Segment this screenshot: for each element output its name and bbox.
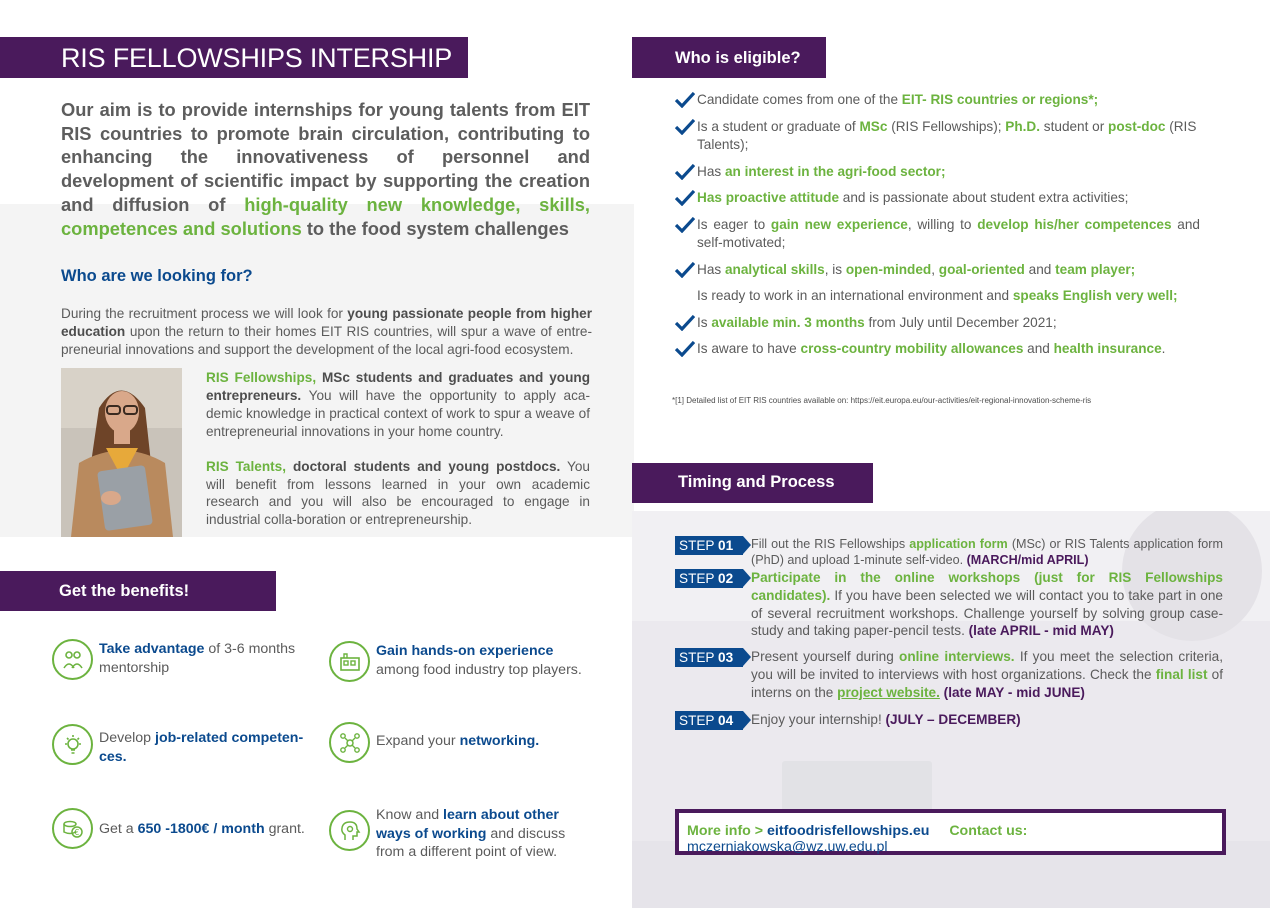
eligibility-list xyxy=(675,91,1200,367)
fellowships-label: RIS Fellowships, xyxy=(206,370,317,385)
eligibility-item: Has analytical skills, is open-minded, goal-oriented and team player; xyxy=(675,261,1200,280)
benefit-6-text: Know and xyxy=(376,807,444,823)
mentor-icon xyxy=(52,639,93,680)
eligibility-item: Is a student or graduate of MSc (RIS Fellowships); Ph.D. student or post-doc (RIS Talents); xyxy=(675,118,1200,155)
contact-label: Contact us: xyxy=(949,823,1028,839)
step-4: STEP 04 Enjoy your internship! (JULY – DECEMBER) xyxy=(675,711,1223,730)
more-info-label: More info > xyxy=(687,823,768,839)
intro-paragraph xyxy=(61,98,590,240)
benefit-networking xyxy=(329,722,594,763)
benefit-experience xyxy=(329,641,594,682)
intro-text-end: to the food system challenges xyxy=(301,217,569,239)
checkmark-icon xyxy=(675,217,695,233)
benefit-5-text-end: grant. xyxy=(264,821,305,837)
factory-icon xyxy=(329,641,370,682)
benefit-competences xyxy=(52,724,307,766)
step-2-tag: STEP 02 xyxy=(675,569,743,588)
eligible-heading: Who is eligible? xyxy=(632,37,826,78)
benefit-mentorship xyxy=(52,639,307,680)
benefit-6-text-end: and discuss from a different point of view. xyxy=(376,825,566,860)
checkmark-icon xyxy=(675,341,695,357)
benefit-ways-of-working xyxy=(329,805,594,862)
recruit-text: During the recruitment process we will look for xyxy=(61,306,348,321)
coins-icon xyxy=(52,808,93,849)
project-website-link[interactable]: project website. xyxy=(837,684,940,700)
fellowships-paragraph xyxy=(206,369,590,441)
network-icon xyxy=(329,722,370,763)
step-4-tag: STEP 04 xyxy=(675,711,743,730)
looking-heading: Who are we looking for? xyxy=(61,267,253,285)
head-gear-icon xyxy=(329,810,370,851)
eligibility-item: Is eager to gain new experience, willing to develop his/her competences and self-motivated; xyxy=(675,216,1200,253)
step-1-tag: STEP 01 xyxy=(675,536,743,555)
svg-text:€: € xyxy=(73,827,79,837)
contact-box xyxy=(675,809,1226,855)
benefit-5-highlight: 650 -1800€ / month xyxy=(137,821,265,837)
benefit-4-highlight: networking. xyxy=(459,733,540,749)
intro-highlight: high-quality new knowledge, skills, competences and solutions xyxy=(61,193,590,239)
benefit-1-text: of 3-6 months mentorship xyxy=(99,641,296,676)
candidate-photo xyxy=(61,368,182,537)
benefit-3-highlight: job-related competen-ces. xyxy=(99,730,304,765)
step-2: STEP 02 Participate in the online workshops (just for RIS Fellowships candidates). If you have been selected we will contact you to take part in one of several recruitment workshops. Challenge yourself by solving group case-study and taking paper-pencil tests. (late APRIL - mid MAY) xyxy=(675,569,1223,640)
eligibility-item: Candidate comes from one of the EIT- RIS countries or regions*; xyxy=(675,91,1200,110)
talents-label: RIS Talents, xyxy=(206,459,286,474)
eligibility-item: Has proactive attitude and is passionate about student extra activities; xyxy=(675,189,1200,208)
fellowships-text: You will have the opportunity to apply aca-demic knowledge in practical context of work to spur a weave of entrepreneurial innovations in your home country. xyxy=(206,388,590,439)
fellowships-bold: MSc students and graduates and young entrepreneurs. xyxy=(206,370,590,403)
website-link[interactable]: eitfoodrisfellowships.eu xyxy=(767,823,930,839)
benefit-3-text: Develop xyxy=(99,730,155,746)
intro-text: Our aim is to provide internships for young talents from EIT RIS countries to promote brain circulation, contributing to enhancing the innovativeness of personnel and development of scientific impact by supporting the creation and diffusion of xyxy=(61,99,590,215)
benefit-5-text: Get a xyxy=(99,821,138,837)
checkmark-icon xyxy=(675,119,695,135)
step-3: STEP 03 Present yourself during online interviews. If you meet the selection criteria, you will be invited to interviews with host organizations. Check the final list of interns on the project website. (late MAY - mid JUNE) xyxy=(675,648,1223,701)
talents-bold: doctoral students and young postdocs. xyxy=(286,459,561,474)
checkmark-icon xyxy=(675,92,695,108)
step-3-tag: STEP 03 xyxy=(675,648,743,667)
eligibility-item: Is available min. 3 months from July until December 2021; xyxy=(675,314,1200,333)
benefit-2-highlight: Gain hands-on experience xyxy=(376,643,554,659)
checkmark-icon xyxy=(675,164,695,180)
checkmark-icon xyxy=(675,315,695,331)
lightbulb-icon xyxy=(52,724,93,765)
checkmark-icon xyxy=(675,190,695,206)
step-1: STEP 01 Fill out the RIS Fellowships application form (MSc) or RIS Talents application form (PhD) and upload 1-minute self-video. (MARCH/mid APRIL) xyxy=(675,536,1223,569)
woman-illustration xyxy=(61,368,182,537)
benefit-grant xyxy=(52,808,322,849)
eligibility-item: Is ready to work in an international environment and speaks English very well; xyxy=(697,288,1178,303)
footnote: *[1] Detailed list of EIT RIS countries available on: https://eit.europa.eu/our-activities/eit-regional-innovation-scheme-ris xyxy=(672,396,1092,405)
email-link[interactable]: mczerniakowska@wz.uw.edu.pl xyxy=(687,839,888,855)
page-title: RIS FELLOWSHIPS INTERSHIP xyxy=(0,37,468,78)
benefit-2-text: among food industry top players. xyxy=(376,661,582,678)
benefits-heading: Get the benefits! xyxy=(0,571,276,611)
checkmark-icon xyxy=(675,262,695,278)
timing-heading: Timing and Process xyxy=(632,463,873,503)
recruit-bold: young passionate people from higher education xyxy=(61,306,592,339)
talents-paragraph xyxy=(206,458,590,528)
benefit-4-text: Expand your xyxy=(376,733,460,749)
eligibility-item: Is aware to have cross-country mobility allowances and health insurance. xyxy=(675,340,1200,359)
recruit-rest: upon the return to their homes EIT RIS countries, will spur a wave of entre-preneurial innovations and support the development of the local agri-food ecosystem. xyxy=(61,323,592,357)
benefit-1-highlight: Take advantage xyxy=(99,641,205,657)
recruitment-paragraph xyxy=(61,305,592,358)
eligibility-item: Has an interest in the agri-food sector; xyxy=(675,163,1200,182)
benefit-6-highlight: learn about other ways of working xyxy=(376,807,559,842)
talents-text: You will benefit from lessons learned in your own academic research and you will also be encouraged to engage in industrial colla-boration or entrepreneurship. xyxy=(206,459,590,527)
